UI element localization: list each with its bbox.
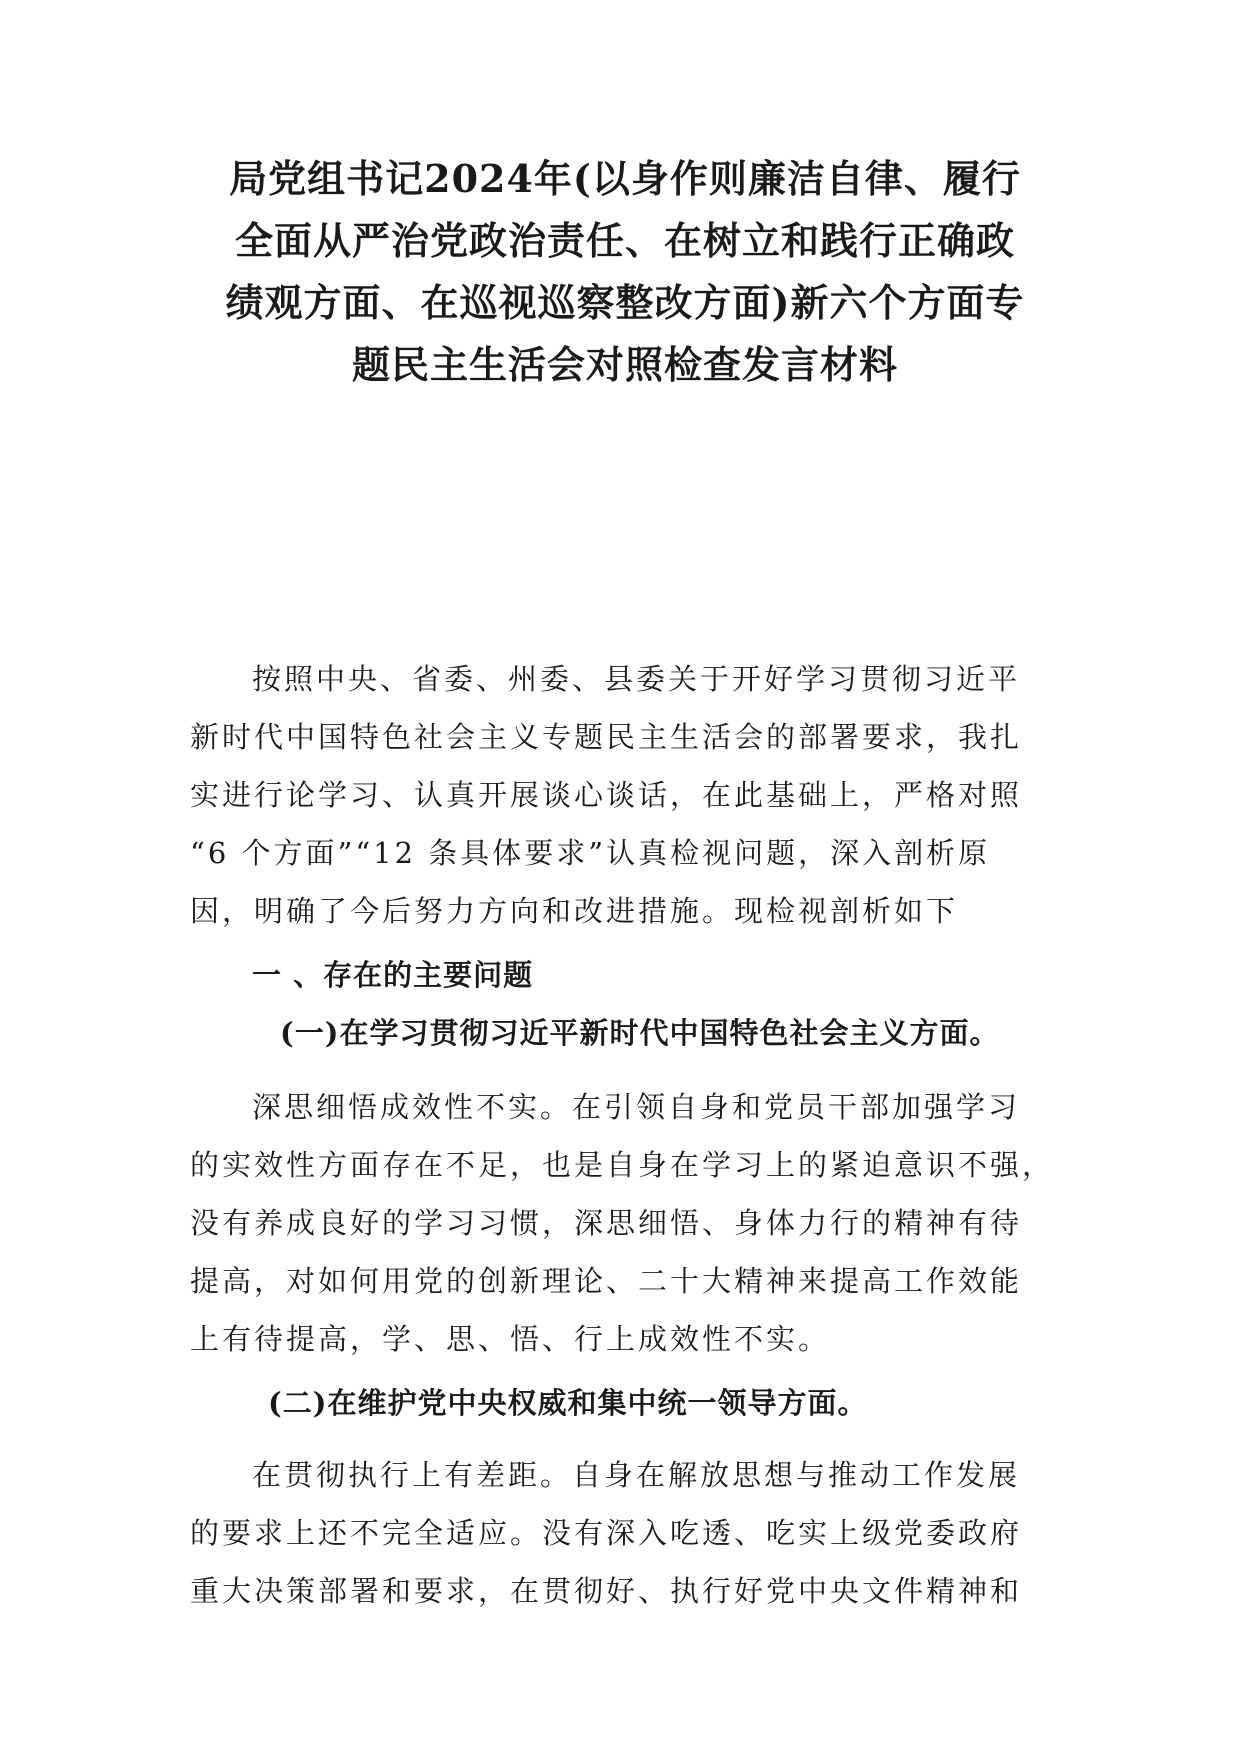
intro-paragraph: [190, 650, 1070, 940]
subsection-heading: (二)在维护党中央权威和集中统一领导方面。: [268, 1386, 868, 1420]
subsection-heading: (一)在学习贯彻习近平新时代中国特色社会主义方面。: [280, 1016, 1000, 1050]
title-line: 绩观方面、在巡视巡察整改方面)新六个方面专: [225, 280, 1025, 325]
paragraph-line: 新时代中国特色社会主义专题民主生活会的部署要求，我扎: [190, 720, 1023, 754]
paragraph-line: 因，明确了今后努力方向和改进措施。现检视剖析如下: [190, 894, 959, 928]
section-heading: 一 、存在的主要问题: [252, 958, 534, 992]
paragraph-line: 没有养成良好的学习习惯，深思细悟、身体力行的精神有待: [190, 1206, 1023, 1240]
subsection-2-paragraph: [190, 1446, 1070, 1620]
title-line: 题民主生活会对照检查发言材料: [351, 342, 898, 387]
paragraph-line: 上有待提高，学、思、悟、行上成效性不实。: [190, 1322, 831, 1356]
document-title: [190, 148, 1060, 396]
paragraph-line: 按照中央、省委、州委、县委关于开好学习贯彻习近平: [252, 662, 1021, 696]
paragraph-line: 在贯彻执行上有差距。自身在解放思想与推动工作发展: [252, 1458, 1021, 1492]
paragraph-line: 重大决策部署和要求，在贯彻好、执行好党中央文件精神和: [190, 1574, 1023, 1608]
paragraph-line: 深思细悟成效性不实。在引领自身和党员干部加强学习: [252, 1090, 1021, 1124]
paragraph-line: 的要求上还不完全适应。没有深入吃透、吃实上级党委政府: [190, 1516, 1023, 1550]
paragraph-line: 实进行论学习、认真开展谈心谈话，在此基础上，严格对照: [190, 778, 1023, 812]
paragraph-line: 提高，对如何用党的创新理论、二十大精神来提高工作效能: [190, 1264, 1023, 1298]
title-line: 全面从严治党政治责任、在树立和践行正确政: [234, 218, 1015, 263]
title-line: 局党组书记2024年(以身作则廉洁自律、履行: [229, 156, 1021, 201]
subsection-1-paragraph: [190, 1078, 1070, 1368]
paragraph-line: 的实效性方面存在不足，也是自身在学习上的紧迫意识不强，: [190, 1148, 1055, 1182]
paragraph-line: “6 个方面”“12 条具体要求”认真检视问题，深入剖析原: [190, 836, 991, 870]
